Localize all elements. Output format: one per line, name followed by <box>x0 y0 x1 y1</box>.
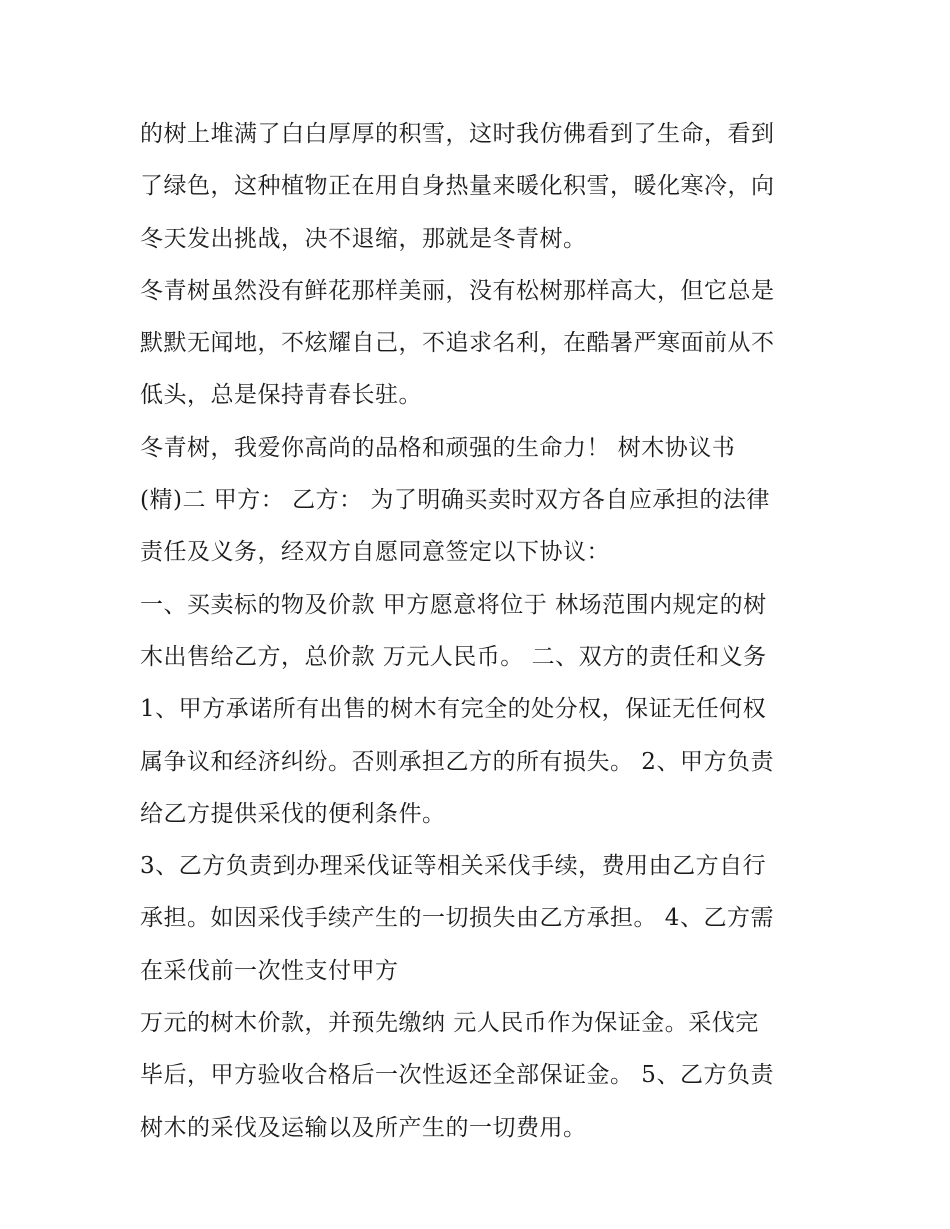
paragraph-agreement-intro <box>140 422 830 579</box>
text-line: 万元的树木价款，并预先缴纳 元人民币作为保证金。采伐完 <box>140 1010 759 1037</box>
text-line: 冬青树，我爱你高尚的品格和顽强的生命力！ 树木协议书 <box>140 434 736 461</box>
paragraph-buyer-duties <box>140 840 830 997</box>
document-body <box>140 108 830 1154</box>
text-line: 木出售给乙方，总价款 万元人民币。 二、双方的责任和义务 <box>140 643 767 670</box>
text-line: 属争议和经济纠纷。否则承担乙方的所有损失。 2、甲方负责 <box>140 748 774 775</box>
text-line: 冬青树虽然没有鲜花那样美丽，没有松树那样高大，但它总是 <box>140 277 775 304</box>
paragraph-sale-terms <box>140 579 830 840</box>
text-line: 责任及义务，经双方自愿同意签定以下协议： <box>140 539 610 566</box>
text-line: 1、甲方承诺所有出售的树木有完全的处分权，保证无任何权 <box>140 696 767 723</box>
text-line: 给乙方提供采伐的便利条件。 <box>140 800 446 827</box>
text-line: 一、买卖标的物及价款 甲方愿意将位于 林场范围内规定的树 <box>140 591 767 618</box>
text-line: 冬天发出挑战，决不退缩，那就是冬青树。 <box>140 225 587 252</box>
text-line: 在采伐前一次性支付甲方 <box>140 957 399 984</box>
text-line: 低头，总是保持青春长驻。 <box>140 382 422 409</box>
text-line: 了绿色，这种植物正在用自身热量来暖化积雪，暖化寒冷，向 <box>140 173 775 200</box>
text-line: 毕后，甲方验收合格后一次性返还全部保证金。 5、乙方负责 <box>140 1062 774 1089</box>
text-line: 默默无闻地，不炫耀自己，不追求名利，在酷暑严寒面前从不 <box>140 330 775 357</box>
paragraph-holly-tree <box>140 265 830 422</box>
text-line: (精)二 甲方： 乙方： 为了明确买卖时双方各自应承担的法律 <box>140 487 770 514</box>
text-line: 树木的采伐及运输以及所产生的一切费用。 <box>140 1114 587 1141</box>
text-line: 的树上堆满了白白厚厚的积雪，这时我仿佛看到了生命，看到 <box>140 121 775 147</box>
paragraph-payment-deposit <box>140 997 830 1154</box>
text-line: 承担。如因采伐手续产生的一切损失由乙方承担。 4、乙方需 <box>140 905 774 932</box>
paragraph-winter-snow <box>140 108 830 265</box>
text-line: 3、乙方负责到办理采伐证等相关采伐手续，费用由乙方自行 <box>140 853 767 880</box>
